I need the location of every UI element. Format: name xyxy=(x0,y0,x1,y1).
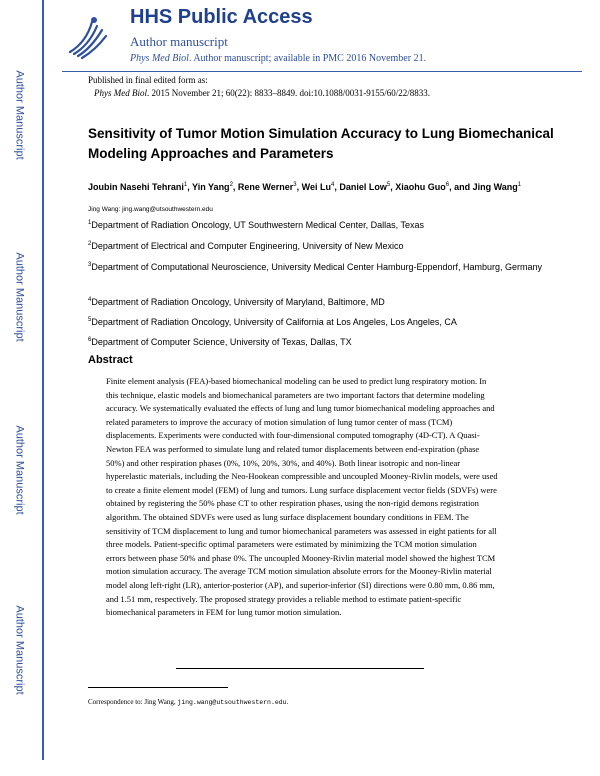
contact-email: Jing Wang: jing.wang@utsouthwestern.edu xyxy=(88,206,213,213)
affiliation: $^4$Department of Radiation Oncology, University of Maryland, Baltimore, MD xyxy=(88,297,385,307)
abstract-text: Finite element analysis (FEA)-based biomechanical modeling can be used to predict lung respiratory motion. In this technique, elastic models and biomechanical parameters are two important factors that determine modeling accuracy. We systematically evaluated the effects of lung and lung tumor biomechanical modeling approaches and related parameters to improve the accuracy of motion simulation of lung tumor center of mass (TCM) displacements. Experiments were conducted with four-dimensional computed tomography (4D-CT). A Quasi-Newton FEA was performed to simulate lung and related tumor displacements between end-expiration (phase 50%) and other respiration phases (0%, 10%, 20%, 30%, and 40%). Both linear isotropic and non-linear hyperelastic materials, including the Neo-Hookean compressible and uncoupled Mooney-Rivlin models, were used to create a finite element model (FEM) of lung and tumors. Lung surface displacement vector fields (SDVFs) were obtained by registering the 50% phase CT to other respiration phases, using the non-rigid demons registration algorithm. The obtained SDVFs were used as lung surface displacement boundary conditions in FEM. The sensitivity of TCM displacement to lung and tumor biomechanical parameters was assessed in eight patients for all three models. Patient-specific optimal parameters were estimated by minimizing the TCM motion simulation errors between phase 50% and phase 0%. The uncoupled Mooney-Rivlin material model showed the highest TCM motion simulation accuracy. The average TCM motion simulation absolute errors for the Mooney-Rivlin material model along left-right (LR), anterior-posterior (AP), and superior-inferior (SI) directions were 0.80 mm, 0.86 mm, and 1.51 mm, respectively. The proposed strategy provides a reliable method to estimate patient-specific biomechanical parameters in FEM for lung tumor motion simulation. xyxy=(106,376,498,618)
author: Joubin Nasehi Tehrani$^1$, xyxy=(88,182,193,192)
journal-availability: Phys Med Biol. Author manuscript; available in PMC 2016 November 21. xyxy=(130,53,427,64)
affiliation: $^1$Department of Radiation Oncology, UT Southwestern Medical Center, Dallas, Texas xyxy=(88,220,425,230)
citation: Phys Med Biol. 2015 November 21; 60(22): 8833–8849. doi:10.1088/0031-9155/60/22/8833. xyxy=(94,88,430,98)
author-list xyxy=(88,178,558,194)
author: Wei Lu$^4$, xyxy=(301,182,340,192)
affiliation: $^6$Department of Computer Science, University of Texas, Dallas, TX xyxy=(88,337,352,347)
paper-title: Sensitivity of Tumor Motion Simulation Accuracy to Lung Biomechanical Modeling Approaches and Parameters xyxy=(88,126,554,161)
affiliation: $^5$Department of Radiation Oncology, University of California at Los Angeles, Los Angeles, CA xyxy=(88,317,457,327)
sidebar-label: Author Manuscript xyxy=(14,425,27,515)
author: Daniel Low$^5$, xyxy=(339,182,396,192)
hhs-eagle-logo-icon xyxy=(62,10,110,62)
author: Rene Werner$^3$, xyxy=(237,182,302,192)
footnote-rule xyxy=(88,687,228,688)
affiliation: $^3$Department of Computational Neuroscience, University Medical Center Hamburg-Eppendorf, Hamburg, Germany xyxy=(88,262,543,272)
manuscript-label: Author manuscript xyxy=(130,34,228,49)
header-divider xyxy=(62,71,582,72)
sidebar-rule xyxy=(42,0,44,760)
author: Yin Yang$^2$, xyxy=(192,182,238,192)
author: Jing Wang$^1$ xyxy=(472,182,522,192)
abstract-heading: Abstract xyxy=(88,354,133,366)
sidebar-label: Author Manuscript xyxy=(14,70,27,160)
sidebar-label: Author Manuscript xyxy=(14,252,27,342)
hhs-title: HHS Public Access xyxy=(130,6,313,28)
sidebar-label: Author Manuscript xyxy=(14,605,27,695)
author: Xiaohu Guo$^6$, and xyxy=(395,182,473,192)
correspondence-footnote: Correspondence to: Jing Wang, jing.wang@utsouthwestern.edu. xyxy=(88,698,289,706)
abstract-end-rule xyxy=(176,668,424,669)
publication-note: Published in final edited form as: xyxy=(88,75,208,85)
affiliation: $^2$Department of Electrical and Computer Engineering, University of New Mexico xyxy=(88,241,404,251)
